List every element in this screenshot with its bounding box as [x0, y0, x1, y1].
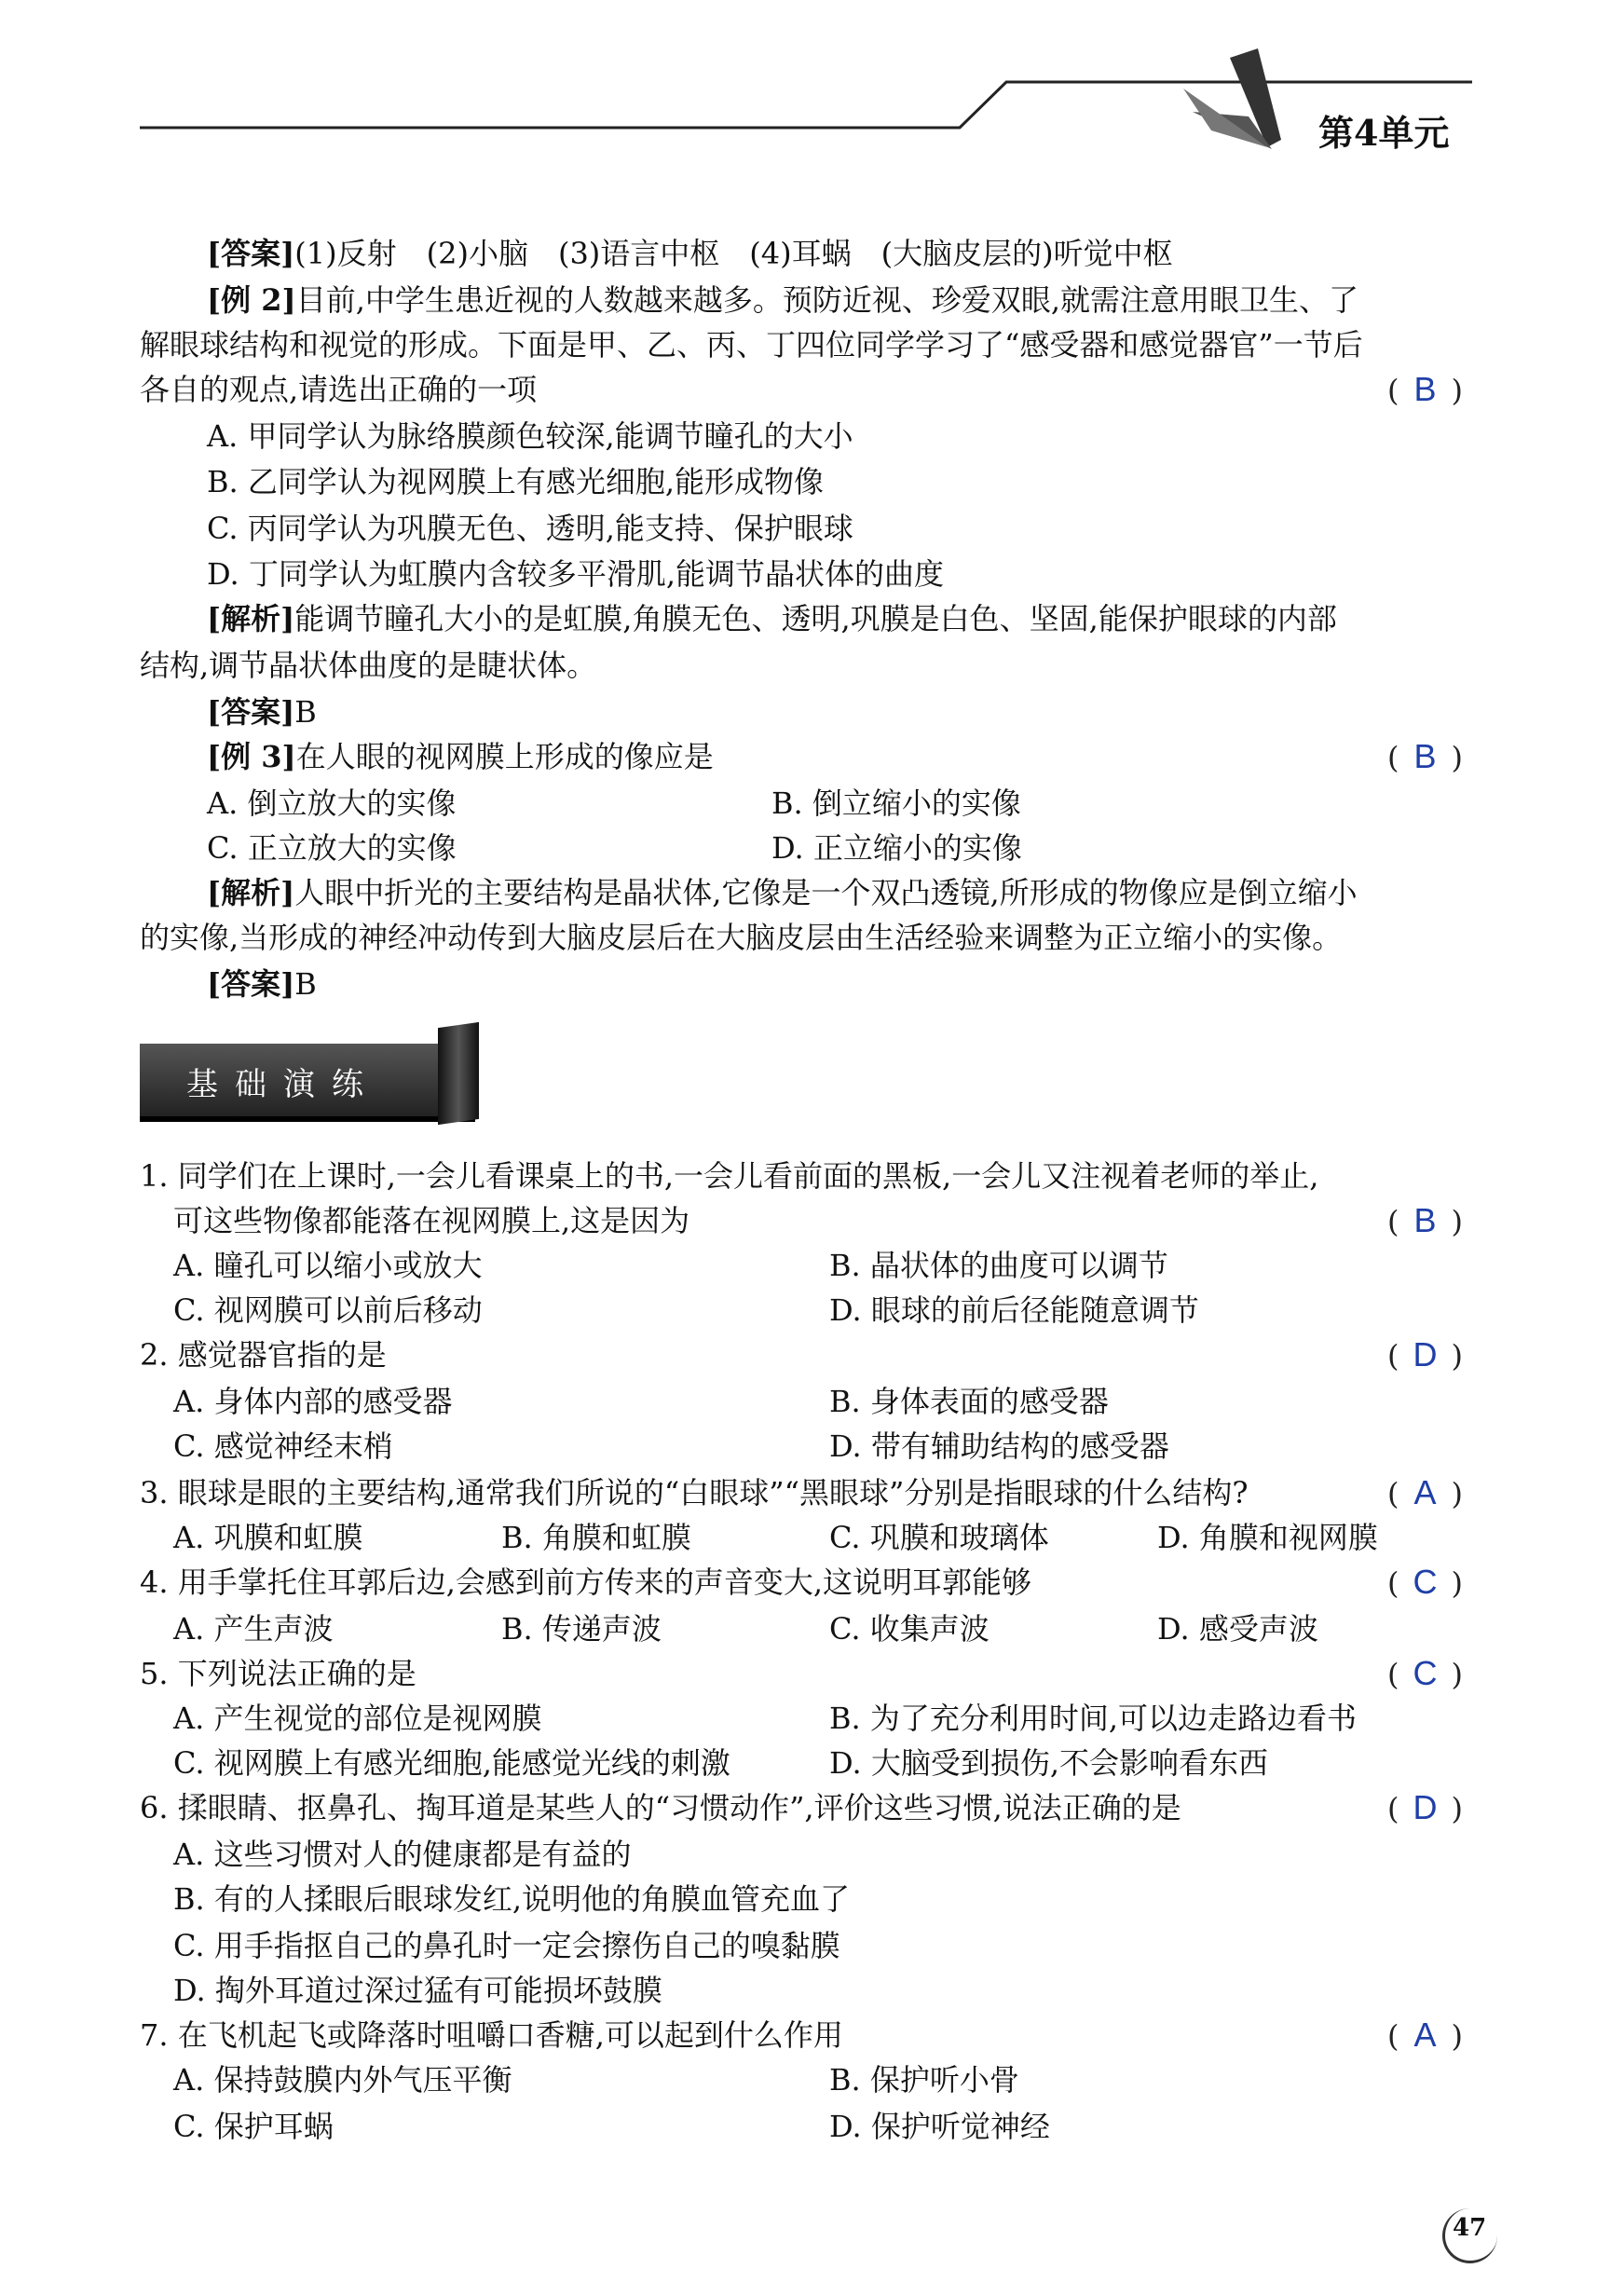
- option: D. 带有辅助结构的感受器: [829, 1428, 1169, 1464]
- question-stem: 1. 同学们在上课时,一会儿看课桌上的书,一会儿看前面的黑板,一会儿又注视着老师的举止,: [140, 1158, 1319, 1194]
- question-stem: 4. 用手掌托住耳郭后边,会感到前方传来的声音变大,这说明耳郭能够: [140, 1565, 1032, 1600]
- option: C. 保护耳蜗: [173, 2109, 334, 2144]
- answer-bracket: ( C ): [1387, 1563, 1463, 1601]
- answer-line-1: [答案](1)反射 (2)小脑 (3)语言中枢 (4)耳蜗 (大脑皮层的)听觉中枢: [207, 236, 1173, 271]
- section-banner: [140, 1044, 475, 1122]
- page-number: 47: [1442, 2208, 1497, 2263]
- option: A. 甲同学认为脉络膜颜色较深,能调节瞳孔的大小: [207, 418, 853, 454]
- option: B. 身体表面的感受器: [829, 1384, 1109, 1419]
- answer-bracket: ( B ): [1387, 737, 1463, 775]
- option: A. 瞳孔可以缩小或放大: [173, 1248, 483, 1283]
- option: D. 角膜和视网膜: [1157, 1520, 1378, 1555]
- example-3-line: [例 3]在人眼的视网膜上形成的像应是: [207, 739, 714, 774]
- option: C. 视网膜可以前后移动: [173, 1292, 483, 1328]
- option: D. 保护听觉神经: [829, 2109, 1050, 2144]
- answer-line-2: [答案]B: [207, 694, 317, 730]
- option: B. 传递声波: [501, 1611, 662, 1647]
- option: A. 产生视觉的部位是视网膜: [173, 1701, 542, 1736]
- option: C. 视网膜上有感光细胞,能感觉光线的刺激: [173, 1745, 730, 1781]
- answer-bracket: ( D ): [1387, 1335, 1463, 1374]
- answer-bracket: ( A ): [1387, 1473, 1463, 1511]
- answer-bracket: ( C ): [1387, 1654, 1463, 1692]
- option: C. 感觉神经末梢: [173, 1428, 393, 1464]
- answer-bracket: ( B ): [1387, 1201, 1463, 1239]
- analysis-line-2: 的实像,当形成的神经冲动传到大脑皮层后在大脑皮层由生活经验来调整为正立缩小的实像。: [140, 920, 1343, 955]
- option: C. 用手指抠自己的鼻孔时一定会擦伤自己的嗅黏膜: [173, 1928, 840, 1963]
- option: A. 身体内部的感受器: [173, 1384, 453, 1419]
- example-2-line-2: 解眼球结构和视觉的形成。下面是甲、乙、丙、丁四位同学学习了“感受器和感觉器官”一节后: [140, 327, 1363, 362]
- option: B. 保护听小骨: [829, 2062, 1019, 2098]
- option: B. 有的人揉眼后眼球发红,说明他的角膜血管充血了: [173, 1881, 851, 1917]
- answer-bracket: ( A ): [1387, 2016, 1463, 2054]
- example-2-line-1: [例 2]目前,中学生患近视的人数越来越多。预防近视、珍爱双眼,就需注意用眼卫生、了: [207, 282, 1359, 318]
- option: B. 乙同学认为视网膜上有感光细胞,能形成物像: [207, 464, 825, 499]
- option: B. 倒立缩小的实像: [771, 786, 1021, 821]
- option: C. 正立放大的实像: [207, 830, 457, 866]
- option: C. 收集声波: [829, 1611, 990, 1647]
- option: D. 掏外耳道过深过猛有可能损坏鼓膜: [173, 1973, 662, 2008]
- option: B. 晶状体的曲度可以调节: [829, 1248, 1168, 1283]
- question-stem: 6. 揉眼睛、抠鼻孔、掏耳道是某些人的“习惯动作”,评价这些习惯,说法正确的是: [140, 1790, 1181, 1825]
- option: D. 大脑受到损伤,不会影响看东西: [829, 1745, 1269, 1781]
- option: B. 为了充分利用时间,可以边走路边看书: [829, 1701, 1358, 1736]
- question-stem: 可这些物像都能落在视网膜上,这是因为: [173, 1203, 690, 1238]
- question-stem: 3. 眼球是眼的主要结构,通常我们所说的“白眼球”“黑眼球”分别是指眼球的什么结构?: [140, 1475, 1249, 1510]
- option: A. 倒立放大的实像: [207, 786, 457, 821]
- analysis-line-2: 结构,调节晶状体曲度的是睫状体。: [140, 648, 597, 683]
- banner-book-icon: [438, 1022, 479, 1125]
- section-banner-title: 基础演练: [186, 1066, 380, 1103]
- option: B. 角膜和虹膜: [501, 1520, 691, 1555]
- option: D. 感受声波: [1157, 1611, 1318, 1647]
- option: D. 正立缩小的实像: [771, 830, 1022, 866]
- answer-line-3: [答案]B: [207, 966, 317, 1002]
- answer-bracket: ( D ): [1387, 1788, 1463, 1826]
- example-2-line-3: 各自的观点,请选出正确的一项: [140, 372, 538, 407]
- option: C. 巩膜和玻璃体: [829, 1520, 1049, 1555]
- option: D. 眼球的前后径能随意调节: [829, 1292, 1199, 1328]
- option: A. 巩膜和虹膜: [173, 1520, 363, 1555]
- pencil-icon: [1183, 48, 1281, 149]
- option: A. 保持鼓膜内外气压平衡: [173, 2062, 512, 2098]
- option: C. 丙同学认为巩膜无色、透明,能支持、保护眼球: [207, 511, 853, 546]
- question-stem: 2. 感觉器官指的是: [140, 1337, 387, 1373]
- answer-bracket: ( B ): [1387, 370, 1463, 408]
- option: D. 丁同学认为虹膜内含较多平滑肌,能调节晶状体的曲度: [207, 556, 945, 592]
- option: A. 这些习惯对人的健康都是有益的: [173, 1837, 632, 1872]
- unit-label: 第4单元: [1318, 112, 1450, 154]
- option: A. 产生声波: [173, 1611, 334, 1647]
- question-stem: 7. 在飞机起飞或降落时咀嚼口香糖,可以起到什么作用: [140, 2017, 843, 2053]
- analysis-line-1: [解析]能调节瞳孔大小的是虹膜,角膜无色、透明,巩膜是白色、坚固,能保护眼球的内部: [207, 601, 1337, 636]
- analysis-line-1: [解析]人眼中折光的主要结构是晶状体,它像是一个双凸透镜,所形成的物像应是倒立缩小: [207, 875, 1358, 910]
- question-stem: 5. 下列说法正确的是: [140, 1656, 416, 1691]
